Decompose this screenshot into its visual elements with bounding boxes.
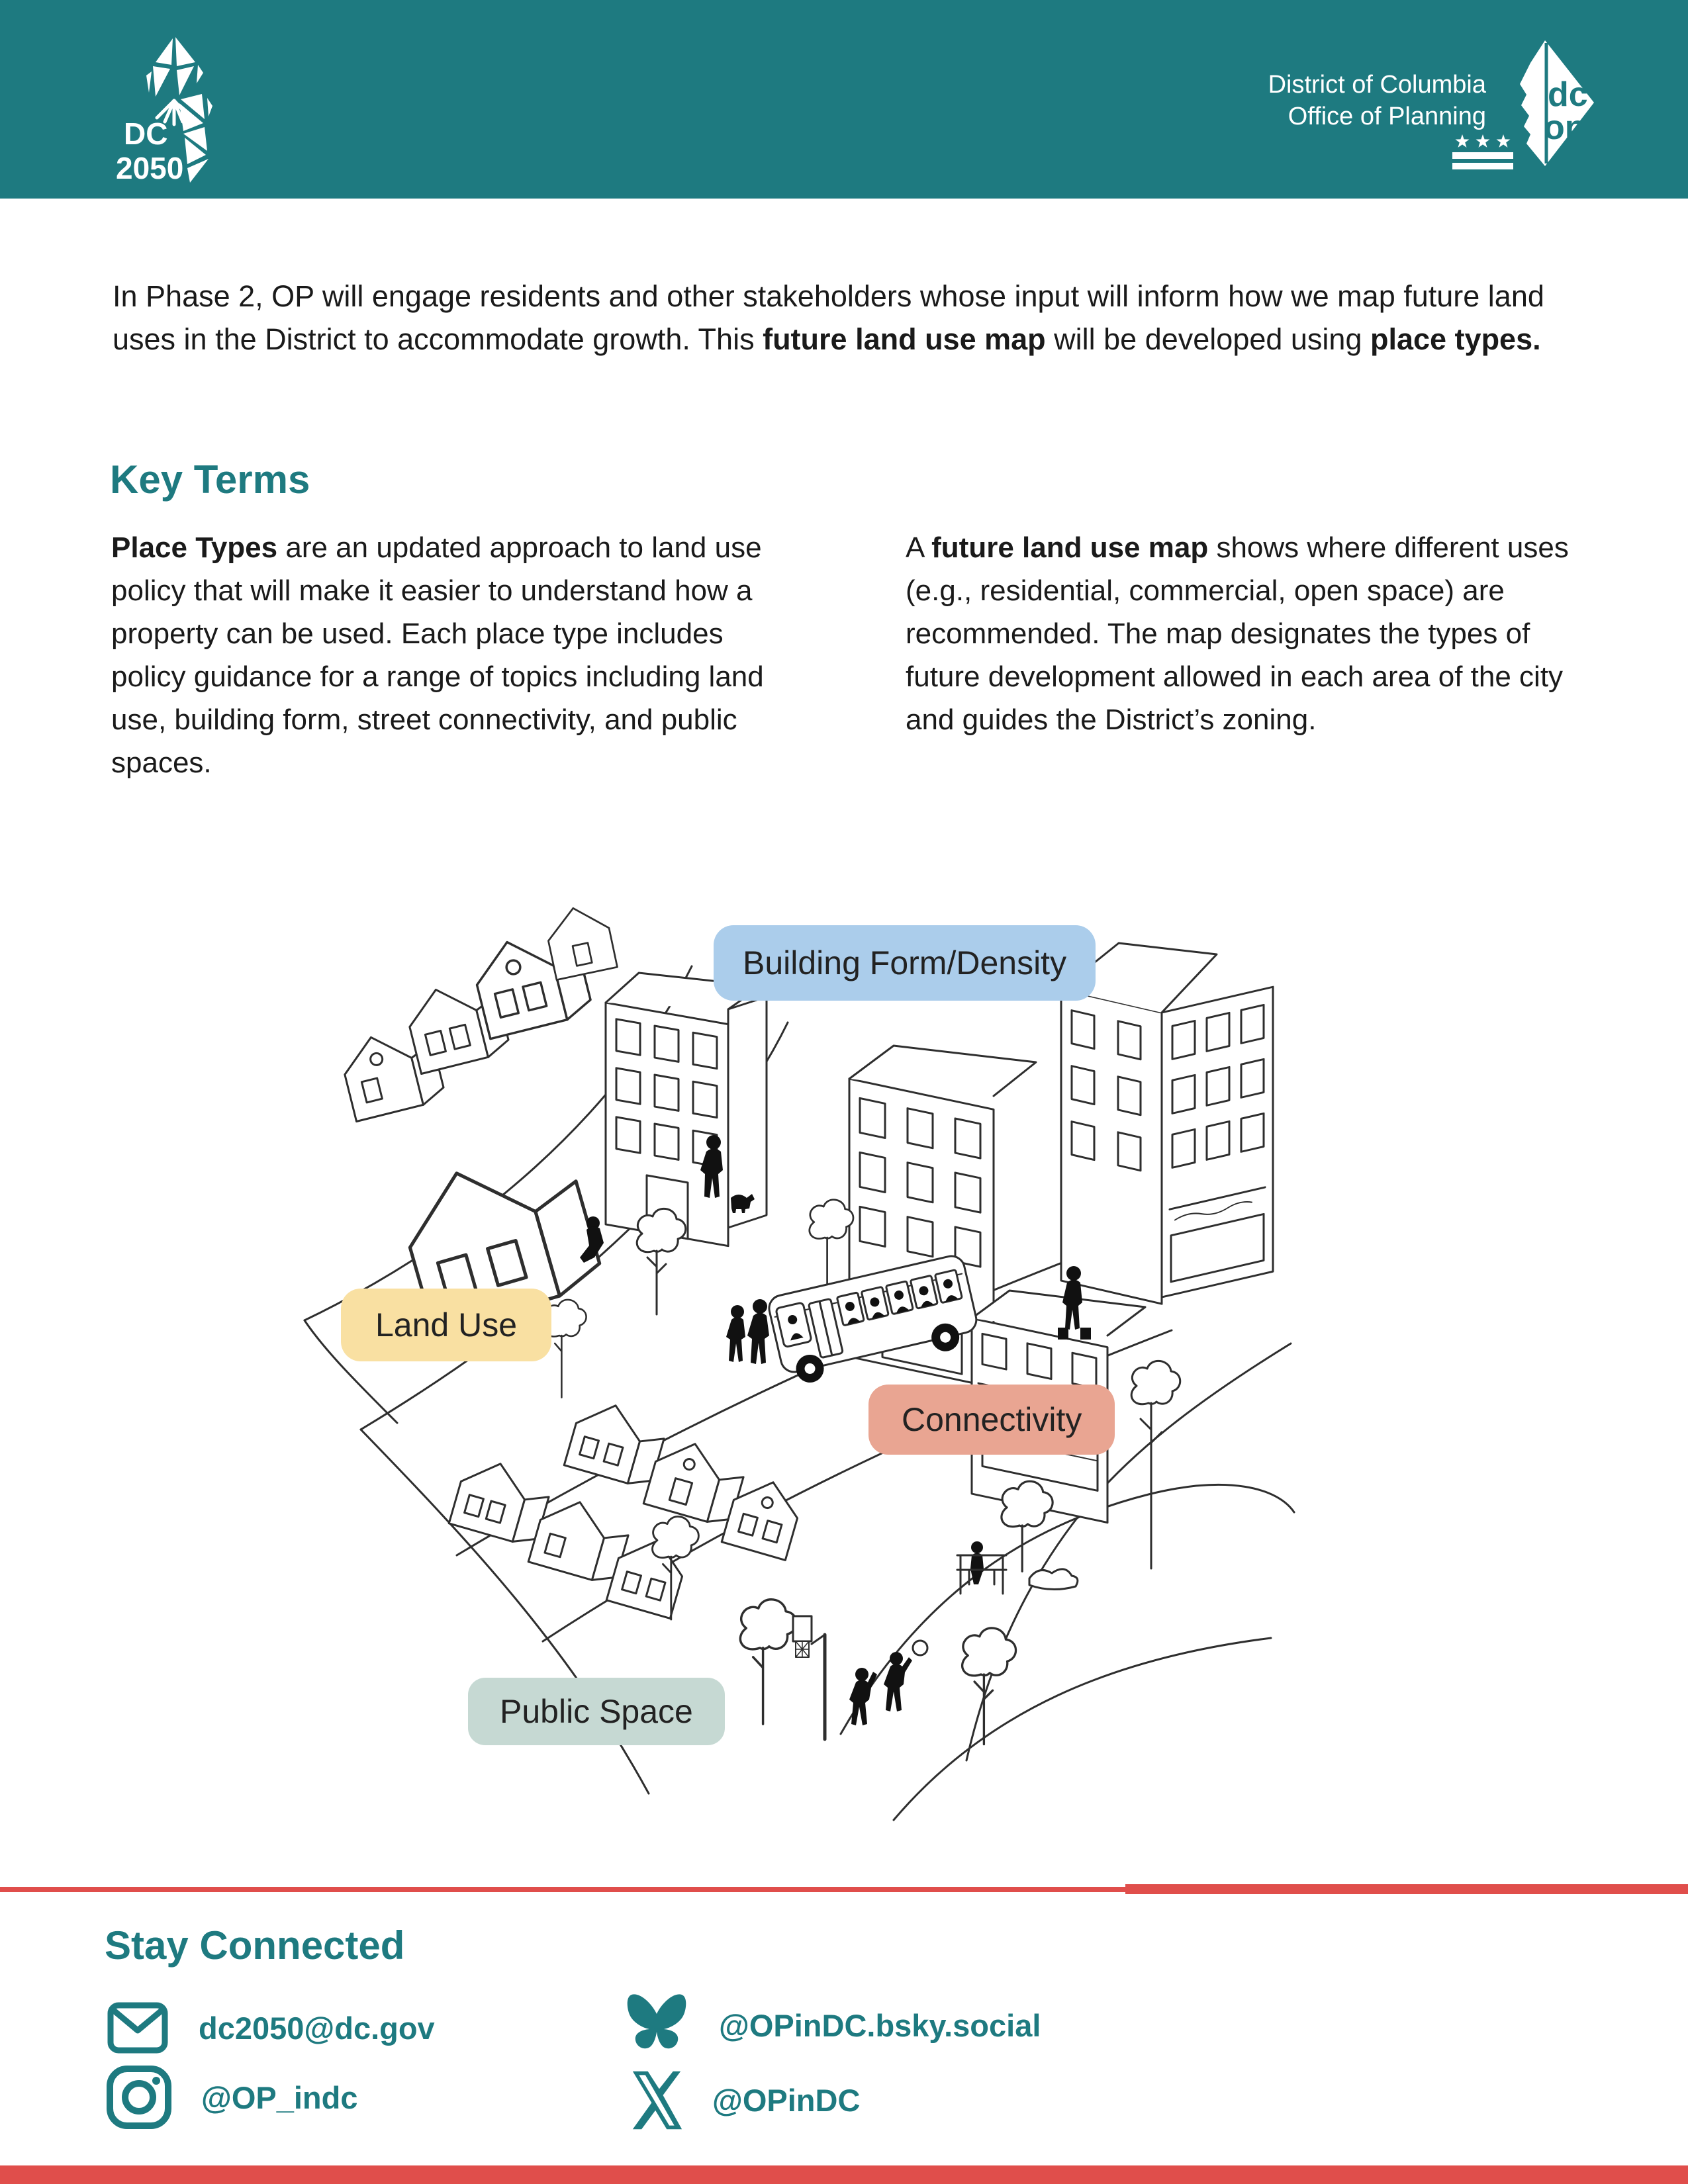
divider-rule-thick xyxy=(1125,1884,1688,1894)
org-line1: District of Columbia xyxy=(1268,71,1486,99)
intro-bold-1: future land use map xyxy=(763,322,1046,356)
contact-bluesky[interactable] xyxy=(624,1991,1041,2060)
instagram-icon xyxy=(106,2065,172,2130)
label-connectivity-text: Connectivity xyxy=(902,1401,1082,1438)
contact-x[interactable] xyxy=(630,2069,860,2132)
logo-year-text: 2050 xyxy=(116,151,184,185)
intro-bold-2: place types. xyxy=(1370,322,1541,356)
bluesky-handle[interactable]: @OPinDC.bsky.social xyxy=(719,2007,1041,2043)
label-building-form-density-text: Building Form/Density xyxy=(743,944,1067,981)
x-icon xyxy=(630,2069,683,2132)
oplogo-dc: dc xyxy=(1548,75,1588,114)
flum-pre: A xyxy=(906,531,932,564)
contact-instagram[interactable] xyxy=(106,2065,358,2130)
flum-paragraph xyxy=(906,526,1607,741)
logo-dc-text: DC xyxy=(124,116,168,151)
contact-email[interactable] xyxy=(106,1997,435,2058)
label-land-use-text: Land Use xyxy=(375,1306,518,1343)
intro-text-1: In Phase 2, OP will engage residents and other stakeholders whose input will inform how we map future land uses in the District to accommodate growth. This xyxy=(113,279,1544,356)
place-types-paragraph xyxy=(111,526,767,784)
neighborhood-illustration xyxy=(258,880,1317,1846)
divider-rule-thin xyxy=(0,1887,1125,1892)
label-land-use xyxy=(341,1289,551,1361)
x-handle[interactable]: @OPinDC xyxy=(712,2083,861,2118)
dcop-logo xyxy=(1491,36,1600,179)
stay-connected-heading: Stay Connected xyxy=(105,1923,405,1968)
intro-paragraph xyxy=(113,275,1562,361)
flum-bold: future land use map xyxy=(931,531,1209,564)
label-connectivity xyxy=(868,1385,1115,1455)
oplogo-op: op xyxy=(1544,109,1586,147)
intro-text-2: will be developed using xyxy=(1045,322,1370,356)
dc2050-logo xyxy=(116,34,248,187)
flum-text: shows where different uses (e.g., residential, commercial, open space) are recommended. The map designates the types of future development allowed in each area of the city and guides the District’s zoning. xyxy=(906,531,1569,736)
key-terms-heading: Key Terms xyxy=(110,457,310,502)
footer-band xyxy=(0,2165,1688,2184)
label-public-space-text: Public Space xyxy=(500,1693,693,1730)
place-types-text: are an updated approach to land use policy that will make it easier to understand how a property can be used. Each place type includes policy guidance for a range of topics including land use, building form, street connectivity, and public spaces. xyxy=(111,531,764,779)
bluesky-icon xyxy=(624,1991,690,2060)
label-public-space xyxy=(468,1678,725,1745)
email-address[interactable]: dc2050@dc.gov xyxy=(199,2010,435,2046)
org-name xyxy=(1268,69,1486,132)
label-building-form-density xyxy=(714,925,1096,1001)
place-types-bold: Place Types xyxy=(111,531,278,564)
instagram-handle[interactable]: @OP_indc xyxy=(201,2079,358,2115)
header-band xyxy=(0,0,1688,199)
email-icon xyxy=(106,1997,169,2058)
org-line2: Office of Planning xyxy=(1288,103,1486,130)
